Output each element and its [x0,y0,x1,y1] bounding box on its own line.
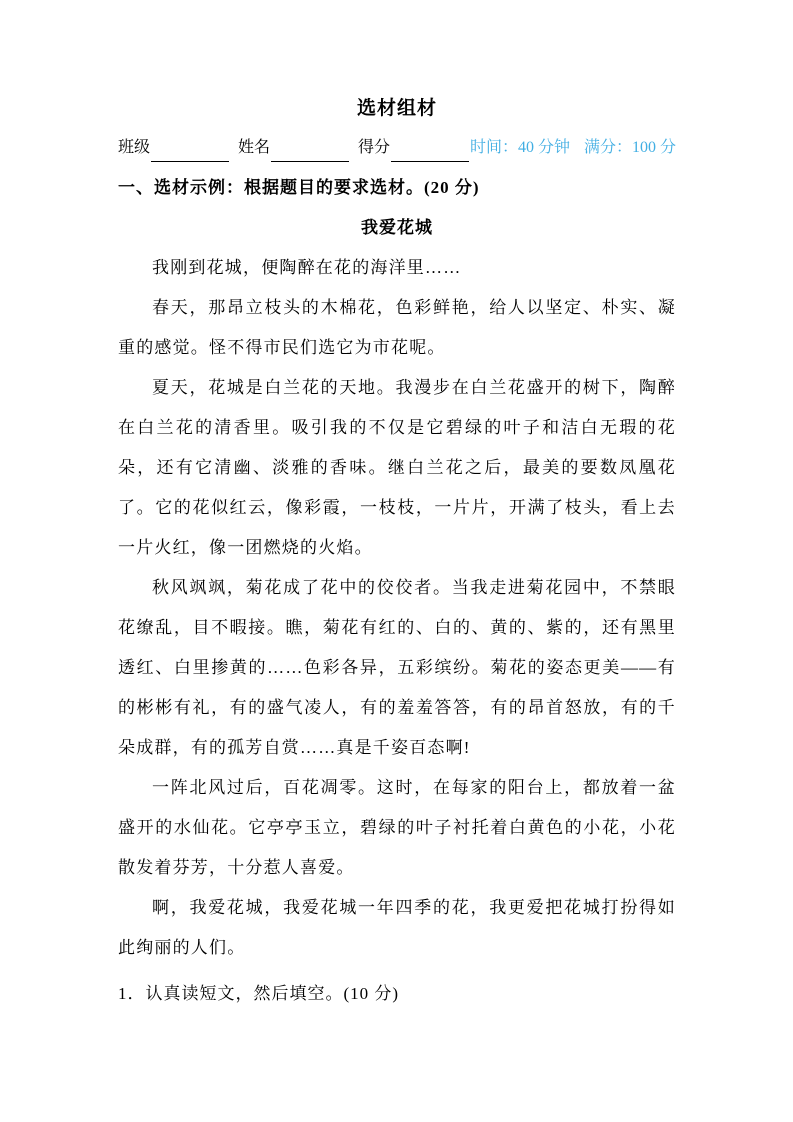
article-paragraph: 秋风飒飒，菊花成了花中的佼佼者。当我走进菊花园中，不禁眼花缭乱，目不暇接。瞧，菊花有红的、白的、黄的、紫的，还有黑里透红、白里掺黄的……色彩各异，五彩缤纷。菊花的姿态更美——有的彬彬有礼，有的盛气凌人，有的羞羞答答，有的昂首怒放，有的千朵成群，有的孤芳自赏……真是千姿百态啊! [118,578,676,757]
class-blank-line [151,146,229,162]
page-title: 选材组材 [356,98,437,119]
article-paragraph: 春天，那昂立枝头的木棉花，色彩鲜艳，给人以坚定、朴实、凝重的感觉。怪不得市民们选它为市花呢。 [118,298,676,357]
student-info-fields [118,134,469,162]
name-label: 姓名 [238,139,271,156]
name-blank-line [271,146,349,162]
article-paragraph: 夏天，花城是白兰花的天地。我漫步在白兰花盛开的树下，陶醉在白兰花的清香里。吸引我的不仅是它碧绿的叶子和洁白无瑕的花朵，还有它清幽、淡雅的香味。继白兰花之后，最美的要数凤凰花了。它的花似红云，像彩霞，一枝枝，一片片，开满了枝头，看上去一片火红，像一团燃烧的火焰。 [118,378,676,557]
article-title: 我爱花城 [361,218,433,237]
exam-info [470,134,676,162]
score-label: 得分 [358,139,391,156]
class-label: 班级 [118,139,151,156]
article-paragraph: 我刚到花城，便陶醉在花的海洋里…… [152,258,462,277]
score-blank-line [391,146,469,162]
header-row [118,134,676,162]
field-class [118,134,229,162]
field-score [358,134,469,162]
field-name [238,134,349,162]
question-1: 1．认真读短文，然后填空。(10 分) [118,984,400,1003]
article-paragraph: 一阵北风过后，百花凋零。这时，在每家的阳台上，都放着一盆盛开的水仙花。它亭亭玉立，碧绿的叶子衬托着白黄色的小花，小花散发着芬芳，十分惹人喜爱。 [118,778,676,877]
exam-fullscore-label: 满分：100 分 [583,139,676,156]
exam-time-label: 时间：40 分钟 [469,139,570,156]
section-one-heading: 一、选材示例：根据题目的要求选材。(20 分) [118,178,480,197]
article-paragraph: 啊，我爱花城，我爱花城一年四季的花，我更爱把花城打扮得如此绚丽的人们。 [118,898,676,957]
